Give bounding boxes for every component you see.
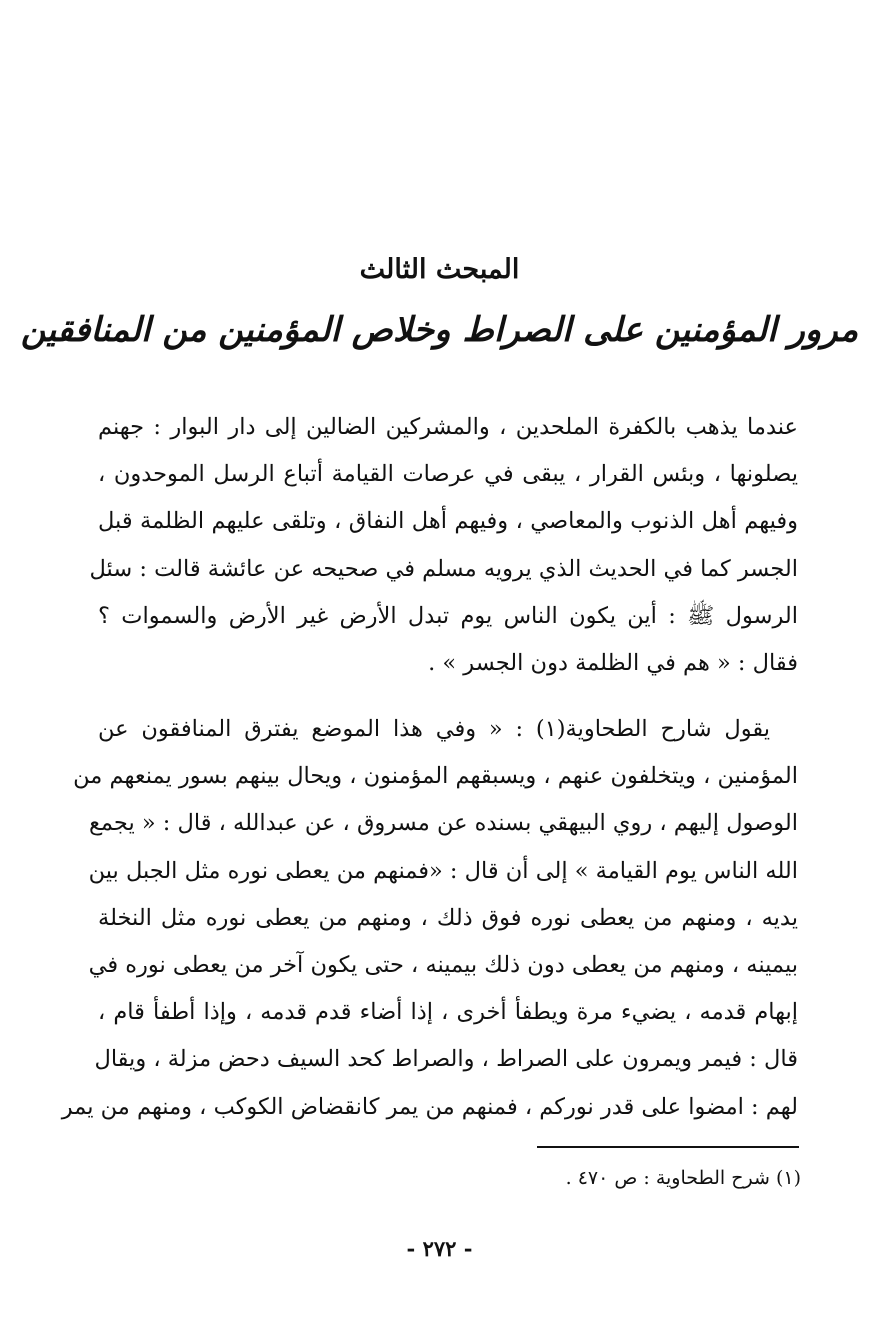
- footnote: (١) شرح الطحاوية : ص ٤٧٠ .: [565, 1167, 801, 1189]
- section-heading: المبحث الثالث: [359, 254, 520, 285]
- text-line: يديه ، ومنهم من يعطى نوره فوق ذلك ، ومنهم من يعطى نوره مثل النخلة: [98, 904, 798, 931]
- footnote-divider: [537, 1146, 799, 1148]
- text-line: يقول شارح الطحاوية(١) : « وفي هذا الموضع يفترق المنافقون عن: [98, 716, 770, 742]
- paragraph-2: [61, 706, 798, 1131]
- paragraph-1: [89, 404, 798, 687]
- text-line: عندما يذهب بالكفرة الملحدين ، والمشركين الضالين إلى دار البوار : جهنم: [98, 414, 798, 440]
- text-line: لهم : امضوا على قدر نوركم ، فمنهم من يمر كانقضاض الكوكب ، ومنهم من يمر: [61, 1093, 798, 1120]
- text-line: الوصول إليهم ، روي البيهقي بسنده عن مسروق ، عن عبدالله ، قال : « يجمع: [88, 810, 798, 837]
- text-line: الرسول ﷺ : أين يكون الناس يوم تبدل الأرض غير الأرض والسموات ؟: [98, 602, 798, 629]
- text-line: إبهام قدمه ، يضيء مرة ويطفأ أخرى ، إذا أضاء قدم قدمه ، وإذا أطفأ قام ،: [98, 999, 798, 1026]
- section-title: مرور المؤمنين على الصراط وخلاص المؤمنين من المنافقين: [20, 310, 859, 350]
- text-line: يصلونها ، وبئس القرار ، يبقى في عرصات القيامة أتباع الرسل الموحدون ،: [98, 461, 798, 488]
- text-line: فقال : « هم في الظلمة دون الجسر » .: [428, 649, 798, 676]
- page-number: - ٢٧٢ -: [406, 1236, 473, 1261]
- text-line: المؤمنين ، ويتخلفون عنهم ، ويسبقهم المؤمنون ، ويحال بينهم بسور يمنعهم من: [73, 763, 798, 790]
- text-line: الجسر كما في الحديث الذي يرويه مسلم في صحيحه عن عائشة قالت : سئل: [89, 555, 798, 582]
- text-line: وفيهم أهل الذنوب والمعاصي ، وفيهم أهل النفاق ، وتلقى عليهم الظلمة قبل: [98, 508, 798, 535]
- text-line: الله الناس يوم القيامة » إلى أن قال : «فمنهم من يعطى نوره مثل الجبل بين: [88, 857, 798, 884]
- text-line: قال : فيمر ويمرون على الصراط ، والصراط كحد السيف دحض مزلة ، ويقال: [94, 1046, 798, 1073]
- text-line: بيمينه ، ومنهم من يعطى دون ذلك بيمينه ، حتى يكون آخر من يعطى نوره في: [88, 951, 798, 978]
